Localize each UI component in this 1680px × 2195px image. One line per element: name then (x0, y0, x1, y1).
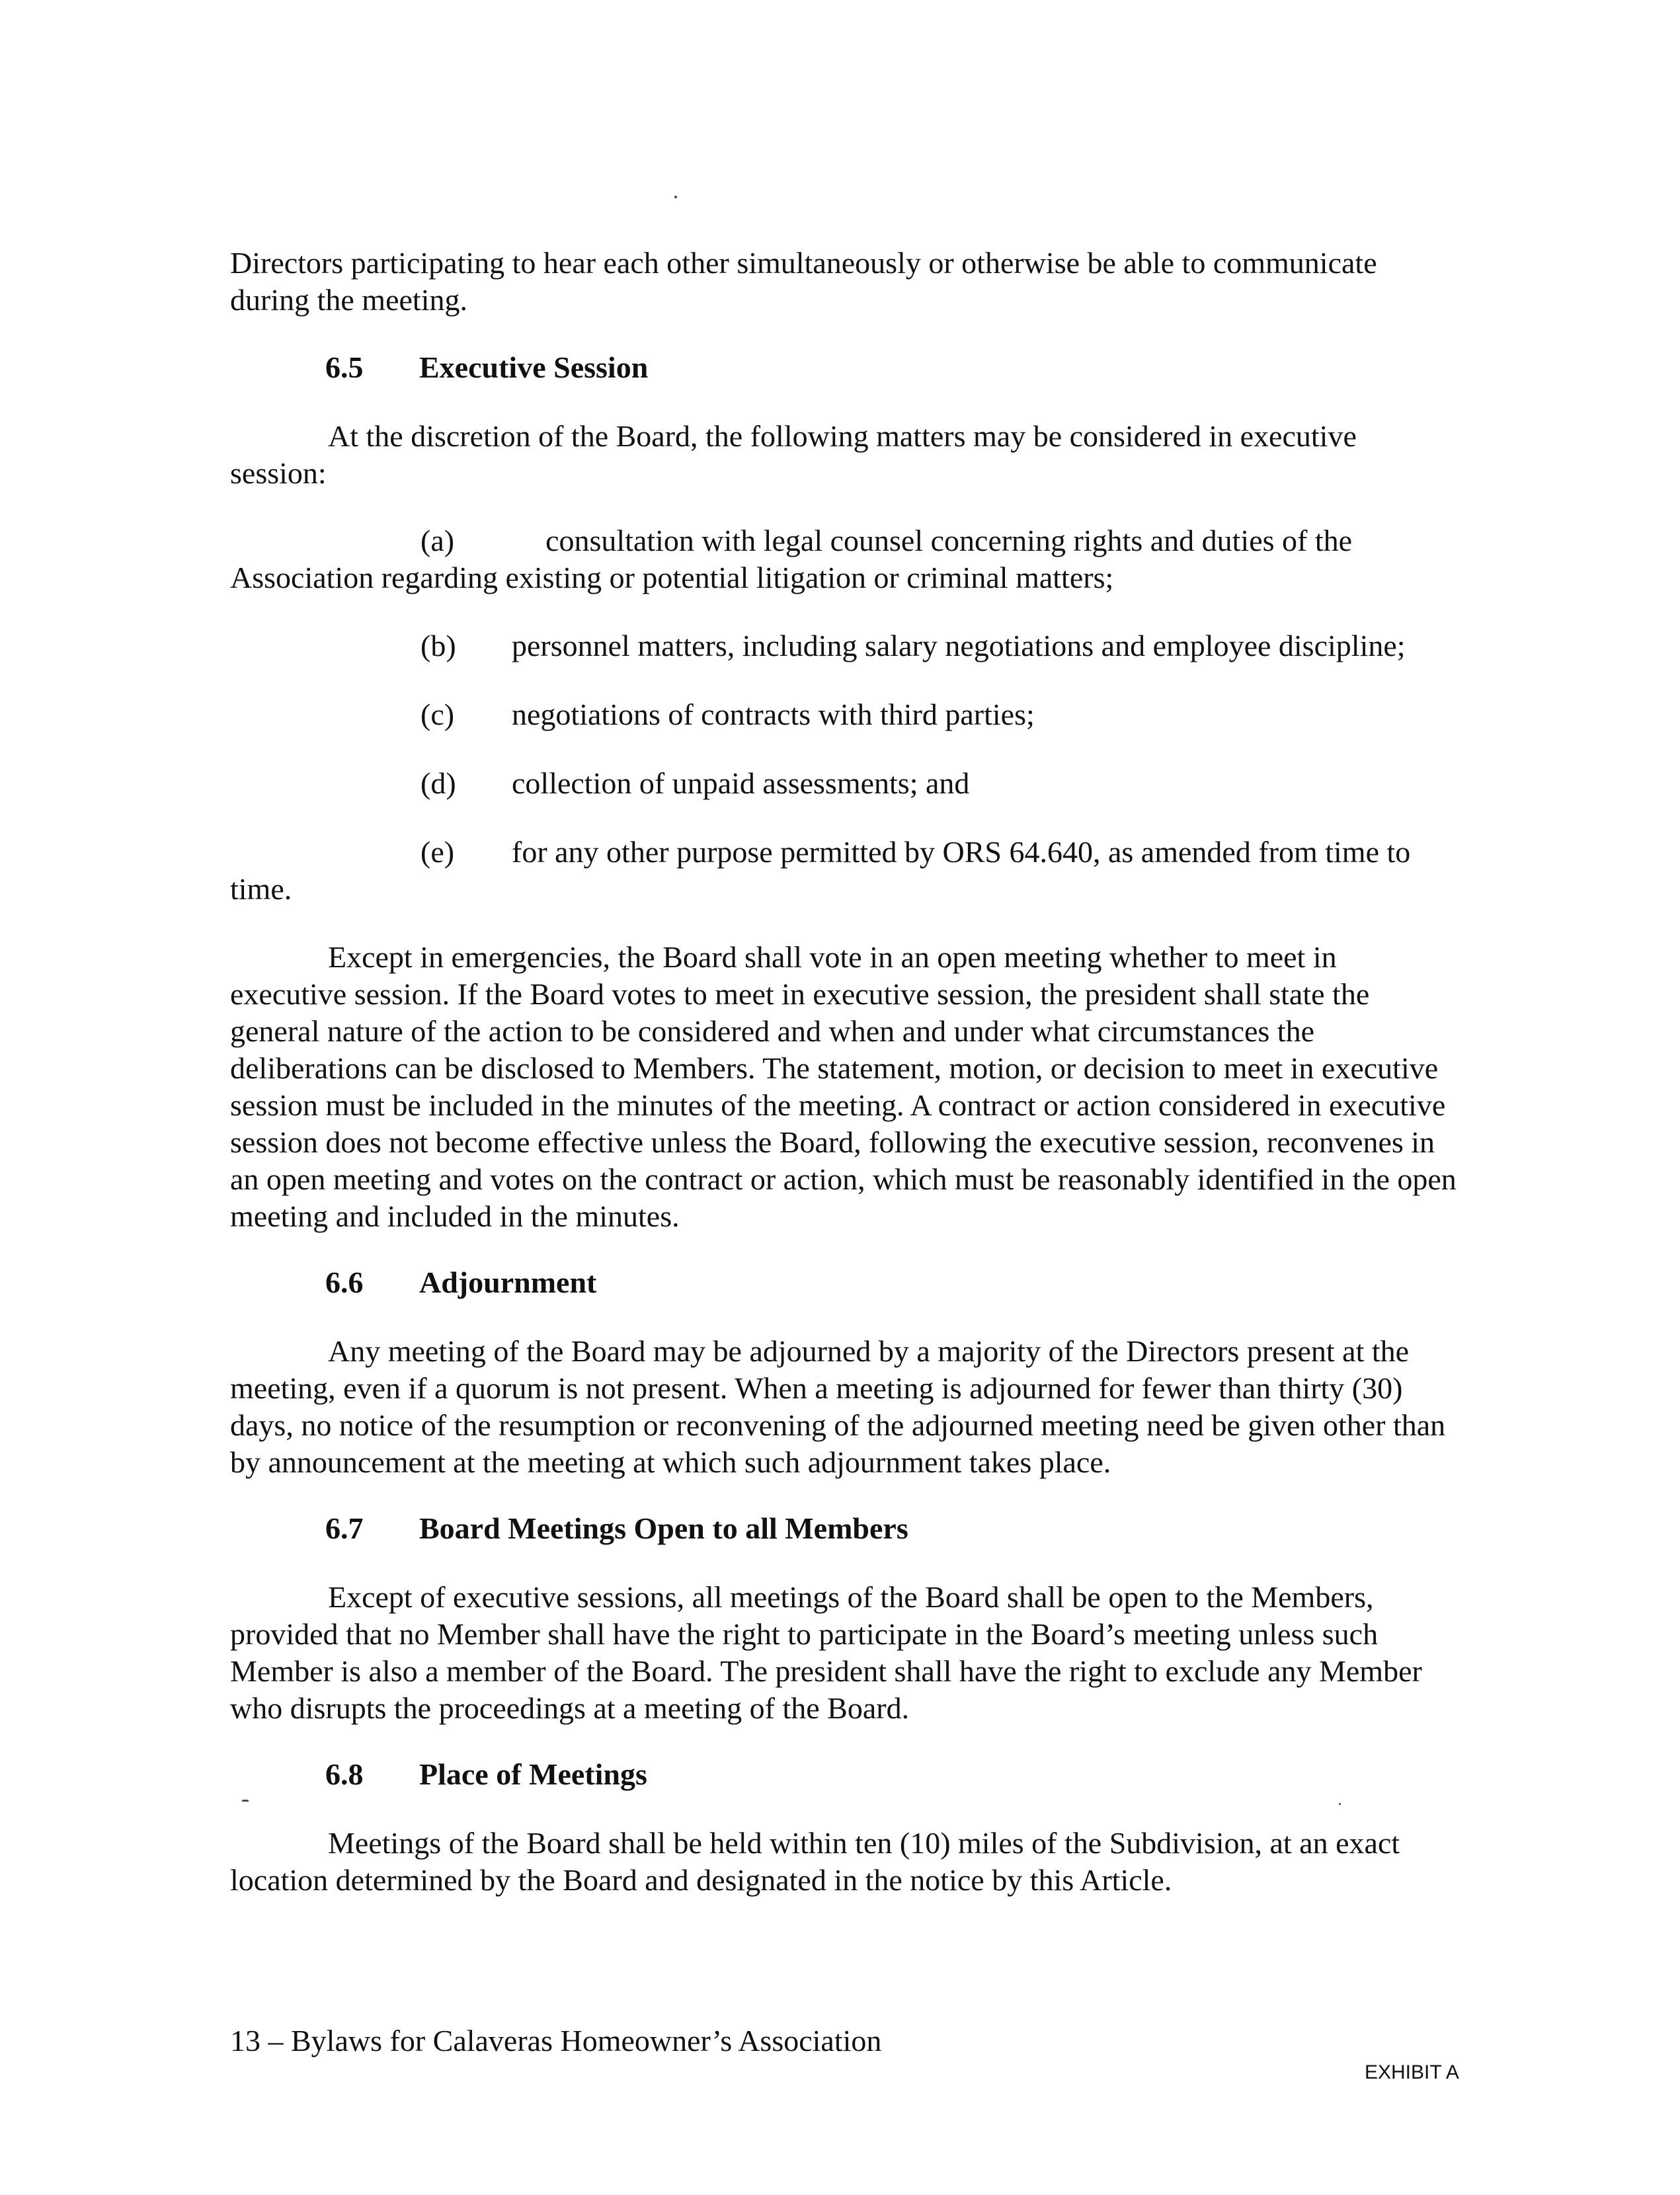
adjournment-body: Any meeting of the Board may be adjourned by a majority of the Directors present at the meeting, even if a quorum is not present. When a meeting is adjourned for fewer than thirty (30) days, no notice of the resumption or reconvening of the adjourned meeting need be given other than by announcement at the meeting at which such adjournment takes place. (230, 1334, 1446, 1479)
continuation-paragraph: Directors participating to hear each other simultaneously or otherwise be able to communicate during the meeting. (230, 246, 1377, 317)
list-item-e-tail: time. (230, 872, 292, 906)
list-letter: (e) (420, 835, 455, 869)
page-footer: 13 – Bylaws for Calaveras Homeowner’s Association (230, 2024, 882, 2057)
executive-session-intro: At the discretion of the Board, the following matters may be considered in executive session: (230, 419, 1357, 490)
scan-speck (1339, 1803, 1341, 1805)
list-letter: (d) (420, 766, 456, 800)
list-text: negotiations of contracts with third parties; (512, 698, 1035, 731)
list-letter: (a) (420, 524, 455, 557)
section-title: Place of Meetings (419, 1757, 647, 1791)
section-6-8-heading (325, 1756, 647, 1793)
list-text: for any other purpose permitted by ORS 64.640, as amended from time to (512, 835, 1411, 869)
section-6-7-heading (325, 1510, 908, 1547)
section-number: 6.5 (325, 350, 364, 384)
section-6-5-heading (325, 349, 648, 386)
section-title: Board Meetings Open to all Members (419, 1511, 908, 1545)
list-text: personnel matters, including salary negotiations and employee discipline; (512, 629, 1406, 662)
list-letter: (c) (420, 698, 455, 731)
executive-session-body: Except in emergencies, the Board shall vote in an open meeting whether to meet in executive session. If the Board votes to meet in executive session, the president shall state the general nature of the action to be considered and when and under what circumstances the deliberations can be disclosed to Members. The statement, motion, or decision to meet in executive session must be included in the minutes of the meeting. A contract or action considered in executive session does not become effective unless the Board, following the executive session, reconvenes in an open meeting and votes on the contract or action, which must be reasonably identified in the open meeting and included in the minutes. (230, 940, 1457, 1233)
section-number: 6.6 (325, 1265, 364, 1299)
section-number: 6.8 (325, 1757, 364, 1791)
section-title: Adjournment (419, 1265, 597, 1299)
scan-speck (242, 1800, 249, 1802)
open-meetings-body: Except of executive sessions, all meetings of the Board shall be open to the Members, provided that no Member shall have the right to participate in the Board’s meeting unless such Member is also a member of the Board. The president shall have the right to exclude any Member who disrupts the proceedings at a meeting of the Board. (230, 1580, 1422, 1725)
list-text: consultation with legal counsel concerning rights and duties of the Association regarding existing or potential litigation or criminal matters; (230, 524, 1353, 594)
list-item-a (230, 522, 1460, 596)
list-letter: (b) (420, 629, 456, 662)
scan-speck (674, 196, 677, 198)
section-number: 6.7 (325, 1511, 364, 1545)
list-text: collection of unpaid assessments; and (512, 766, 970, 800)
section-6-6-heading (325, 1264, 596, 1301)
exhibit-label: EXHIBIT A (1365, 2061, 1459, 2083)
place-of-meetings-body: Meetings of the Board shall be held within ten (10) miles of the Subdivision, at an exact location determined by the Board and designated in the notice by this Article. (230, 1826, 1400, 1897)
section-title: Executive Session (419, 350, 649, 384)
